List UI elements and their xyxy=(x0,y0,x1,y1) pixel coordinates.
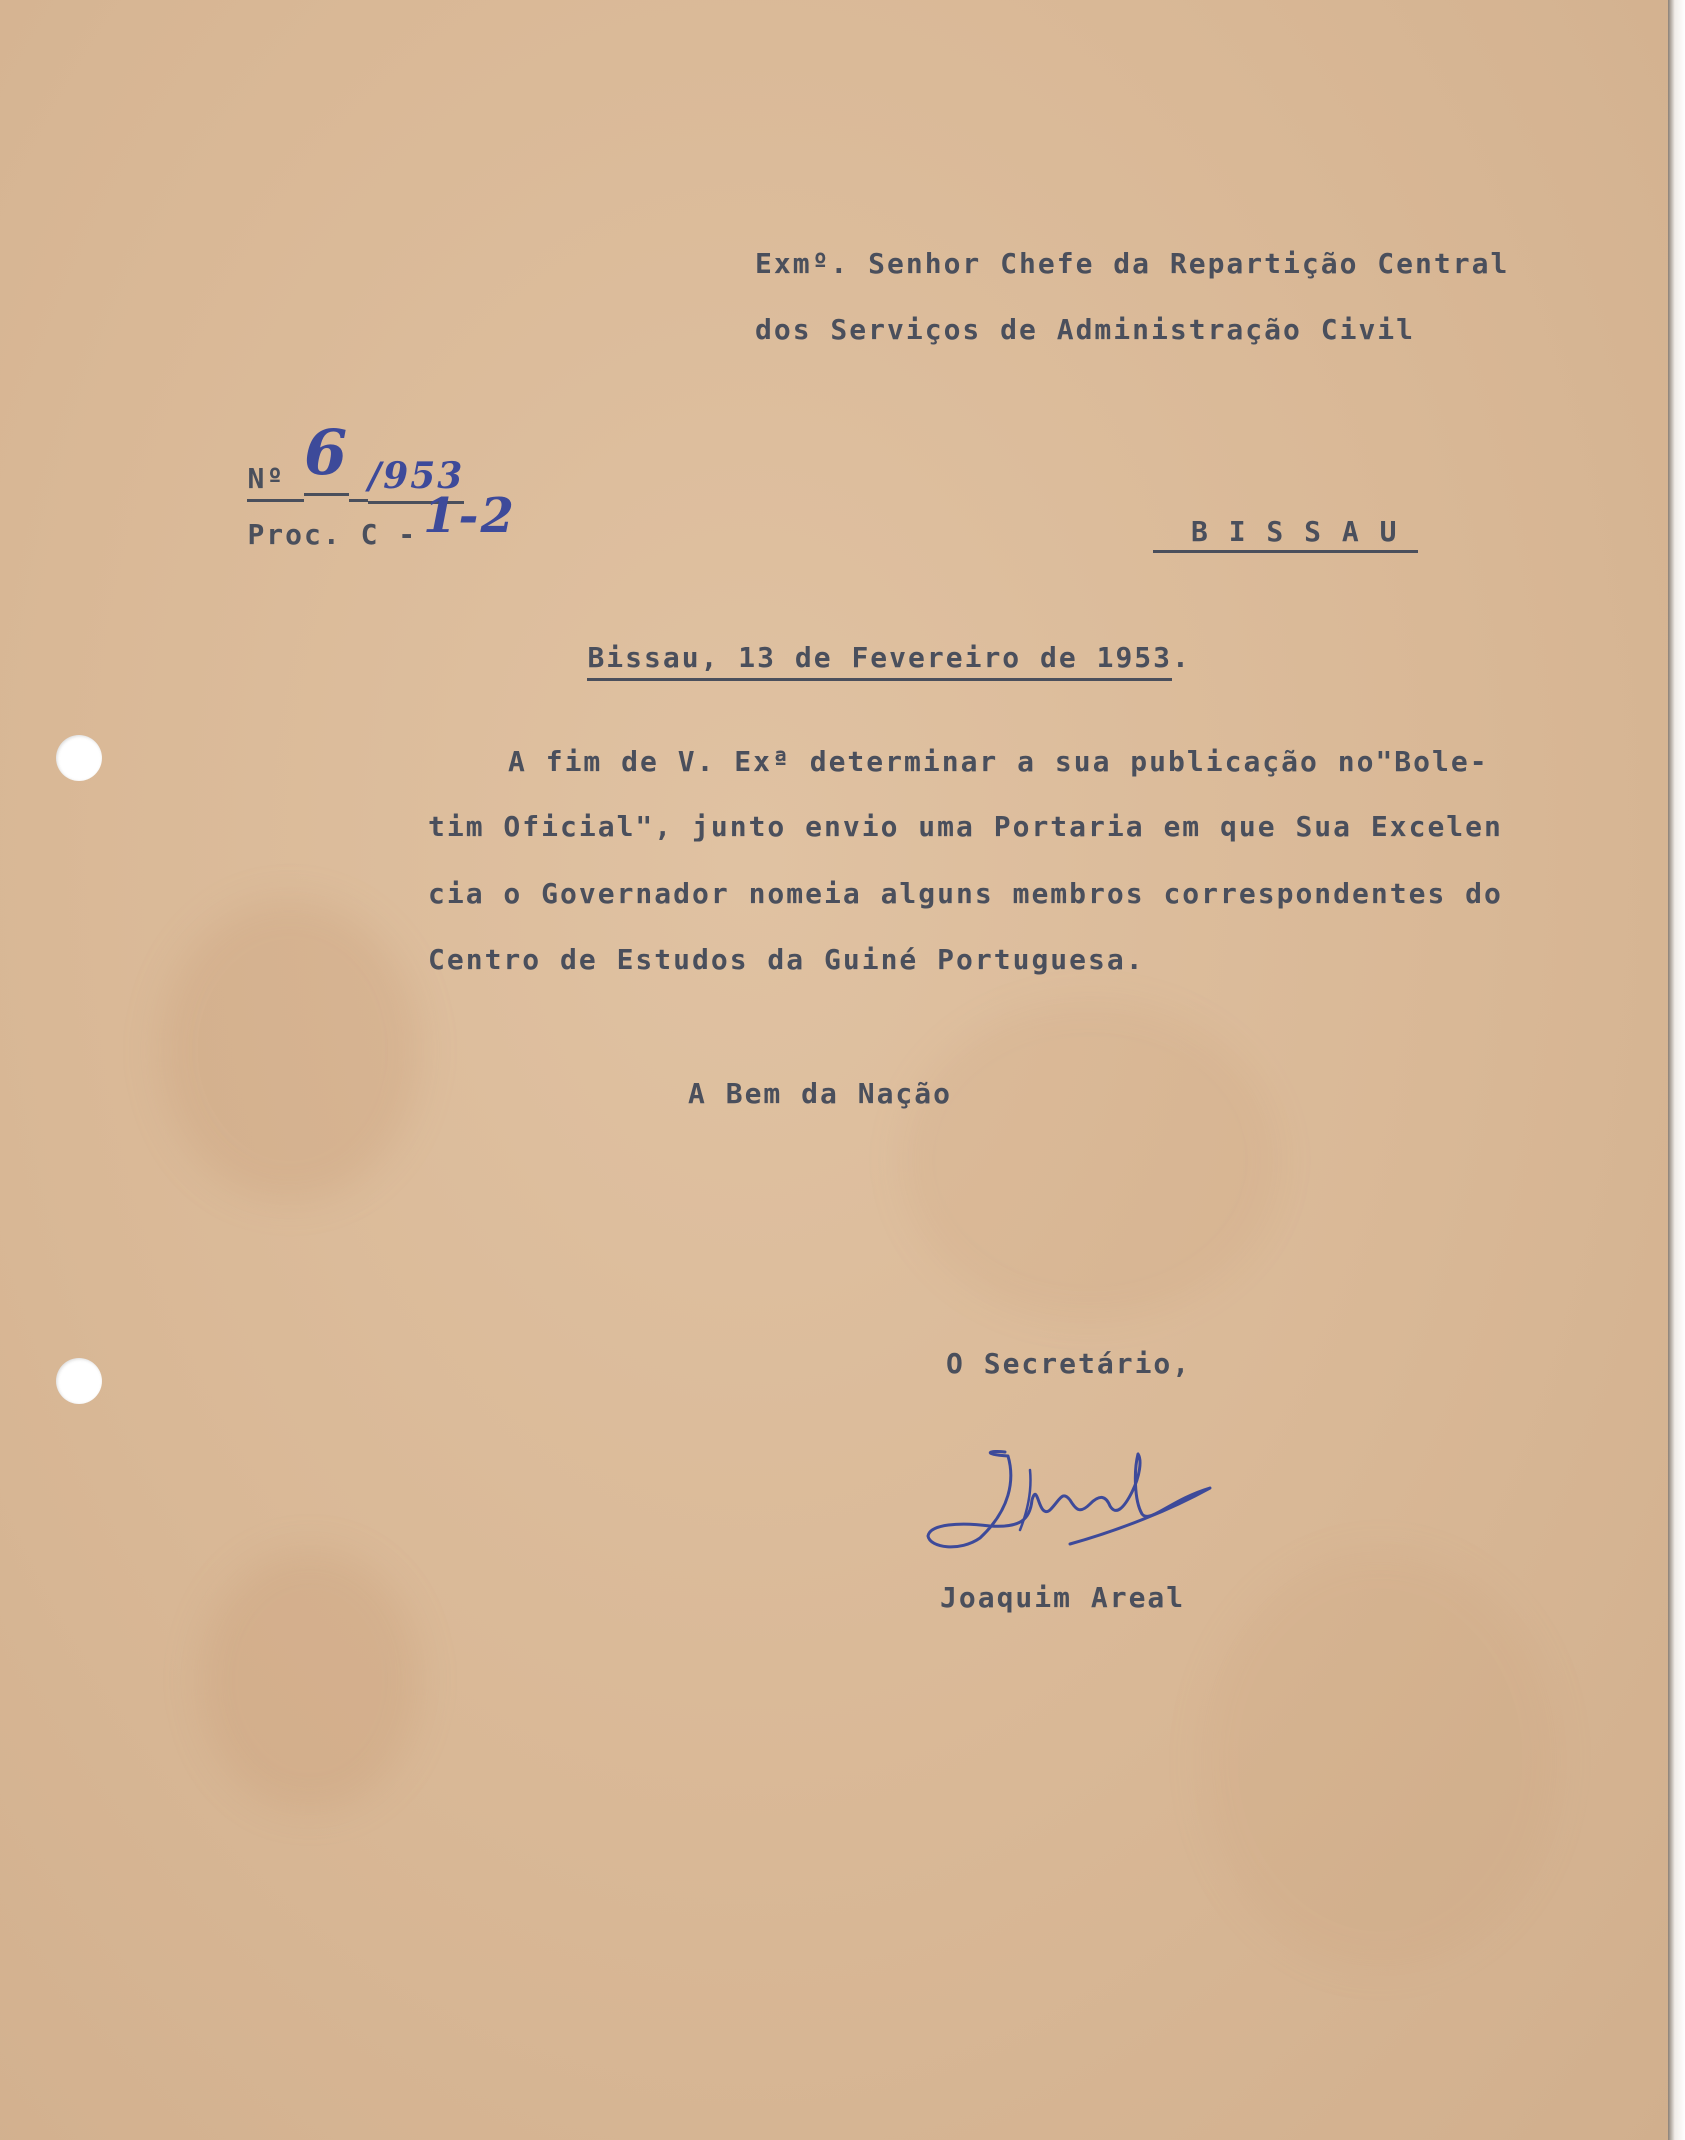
reference-number-handwritten: 6 xyxy=(304,416,349,496)
addressee-line-1: Exmº. Senhor Chefe da Repartição Central xyxy=(755,247,1510,280)
paper-stain xyxy=(1200,1550,1560,1970)
paper-stain xyxy=(200,1550,420,1810)
punch-hole xyxy=(56,735,102,781)
process-handwritten: 1-2 xyxy=(423,488,516,544)
signatory-title: O Secretário, xyxy=(946,1347,1192,1380)
date-line xyxy=(512,616,1191,700)
body-line-3: cia o Governador nomeia alguns membros correspondentes do xyxy=(428,877,1503,910)
paper-stain xyxy=(900,1000,1280,1320)
body-line-4: Centro de Estudos da Guiné Portuguesa. xyxy=(428,943,1145,976)
destination: B I S S A U xyxy=(1153,518,1418,553)
body-line-2: tim Oficial", junto envio uma Portaria em que Sua Excelen xyxy=(428,810,1503,843)
paper-stain xyxy=(160,900,420,1200)
signatory-name: Joaquim Areal xyxy=(940,1581,1186,1614)
date-period: . xyxy=(1172,641,1191,674)
reference-number-prefix: Nº xyxy=(247,462,285,502)
date-text: Bissau, 13 de Fevereiro de 1953 xyxy=(587,641,1172,681)
reference-year-handwritten: /953 xyxy=(368,455,464,504)
process-reference xyxy=(172,476,516,580)
page-edge xyxy=(1668,0,1685,2140)
closing-phrase: A Bem da Nação xyxy=(688,1077,953,1110)
handwritten-signature xyxy=(920,1440,1220,1560)
process-prefix: Proc. C - xyxy=(247,518,418,551)
body-line-1: A fim de V. Exª determinar a sua publicação no"Bole- xyxy=(508,745,1489,778)
addressee-line-2: dos Serviços de Administração Civil xyxy=(755,313,1416,346)
punch-hole xyxy=(56,1358,102,1404)
